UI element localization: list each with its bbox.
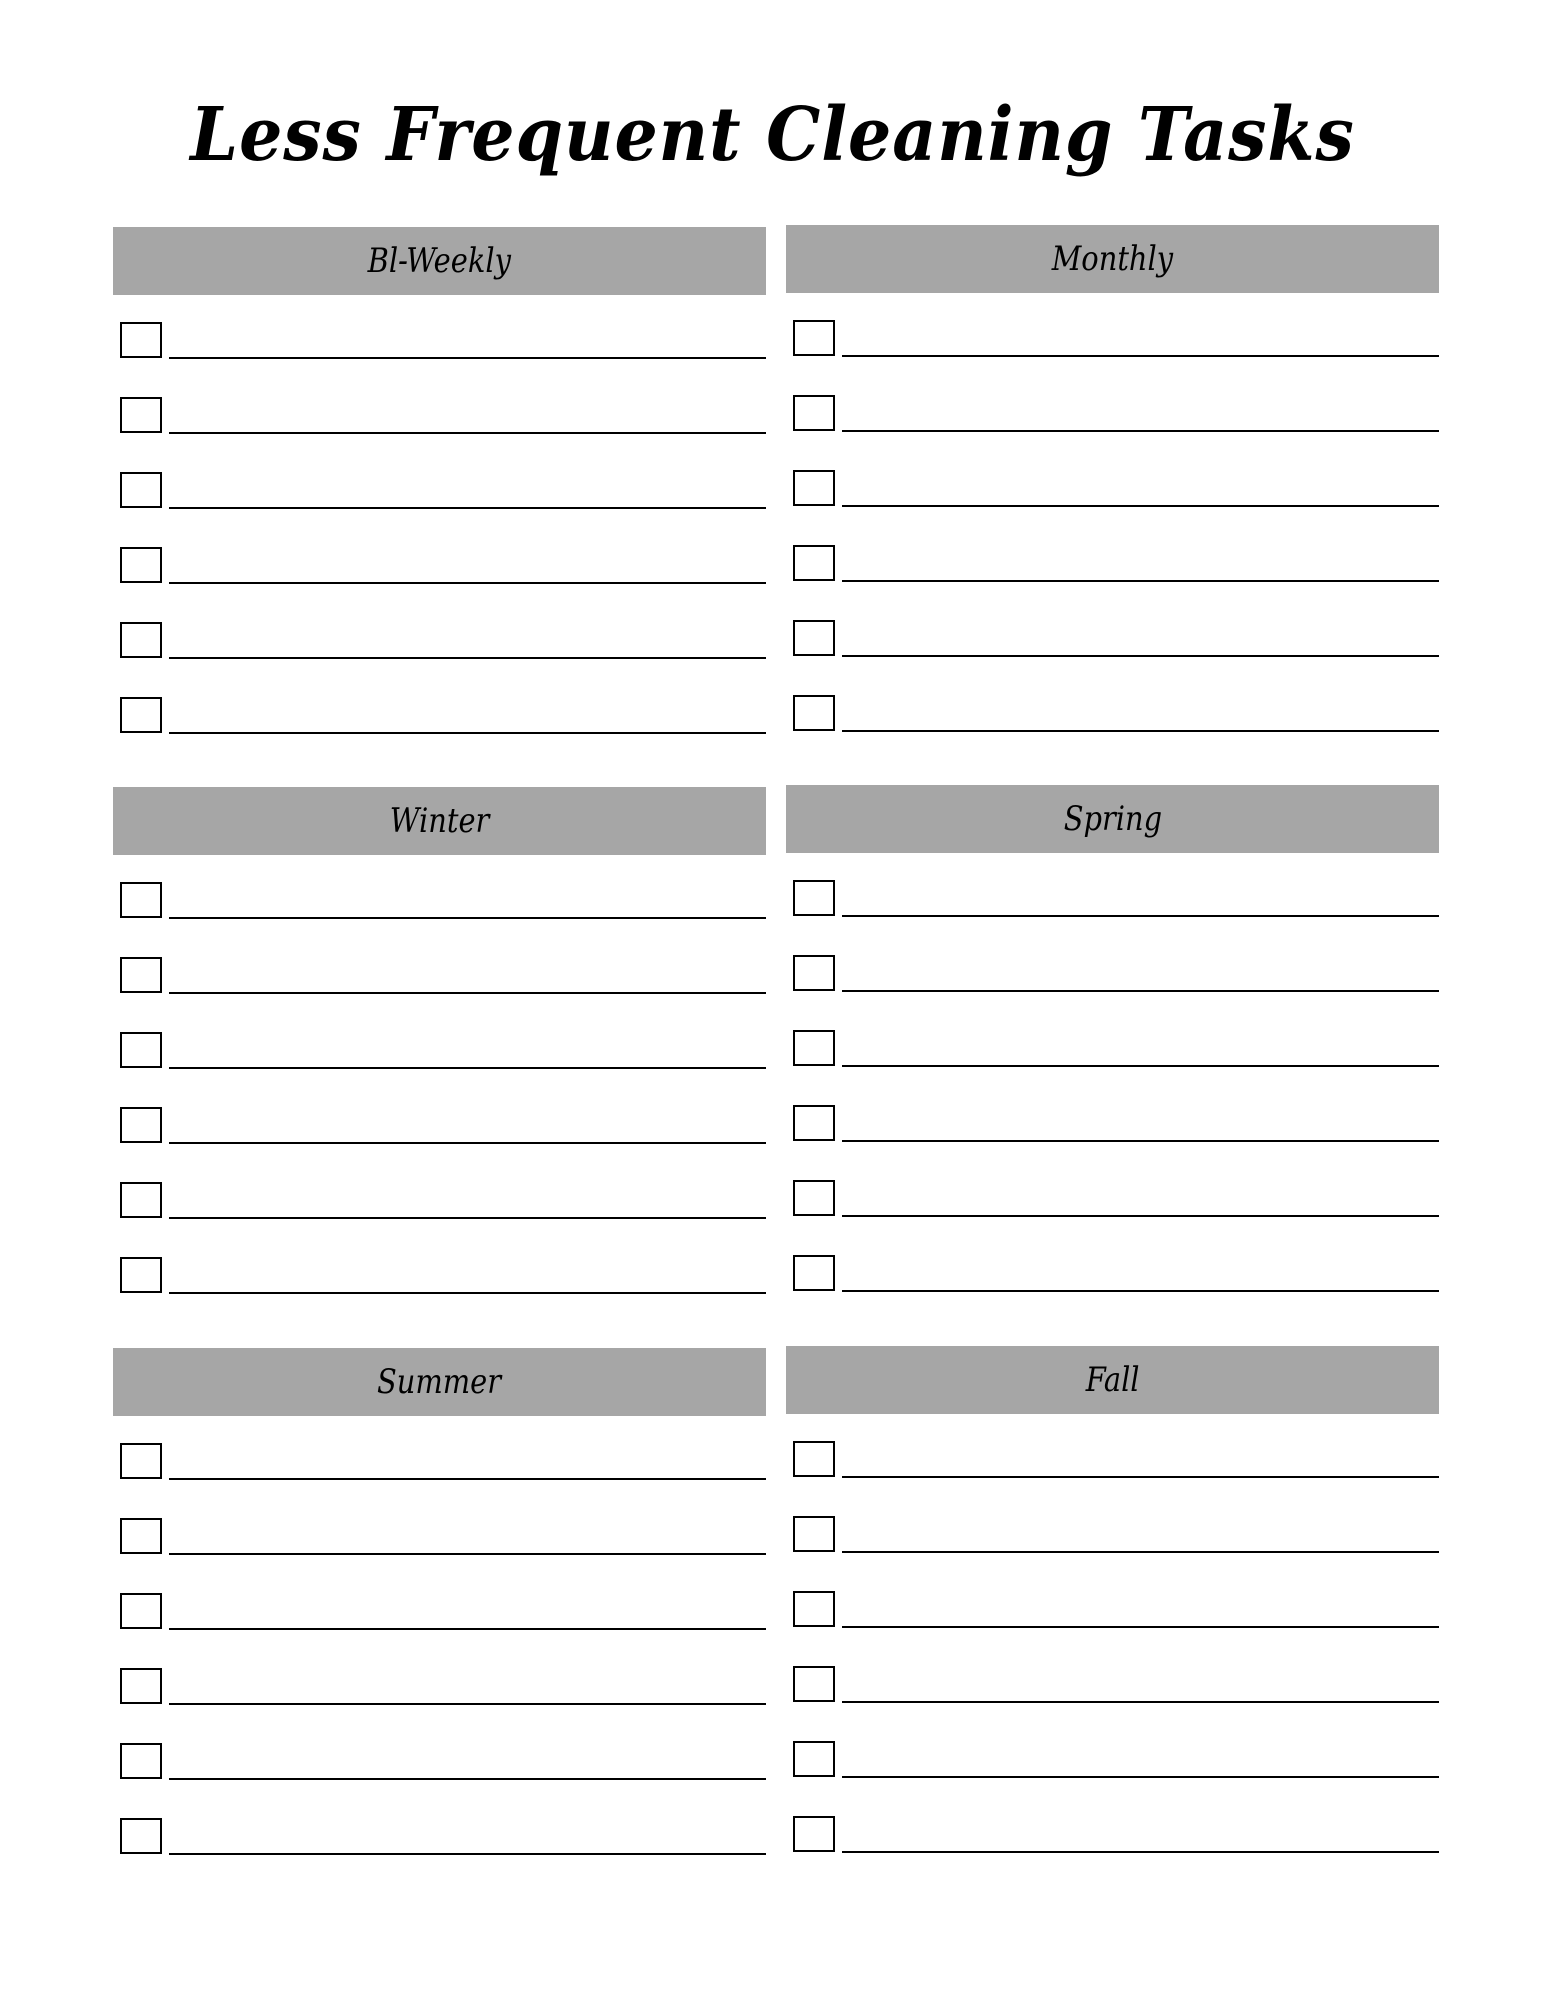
- section-bi-weekly: [113, 227, 766, 295]
- task-checkbox[interactable]: [120, 1818, 162, 1854]
- task-checkbox[interactable]: [793, 1741, 835, 1777]
- task-write-line[interactable]: [842, 990, 1439, 992]
- task-row: [786, 620, 1439, 660]
- task-row: [786, 1105, 1439, 1145]
- task-checkbox[interactable]: [793, 1816, 835, 1852]
- task-checkbox[interactable]: [120, 697, 162, 733]
- section-title: Spring: [1063, 799, 1162, 839]
- task-write-line[interactable]: [169, 1217, 766, 1219]
- task-write-line[interactable]: [842, 1065, 1439, 1067]
- task-write-line[interactable]: [842, 1476, 1439, 1478]
- task-write-line[interactable]: [169, 992, 766, 994]
- task-checkbox[interactable]: [793, 320, 835, 356]
- task-row: [113, 1257, 766, 1297]
- section-summer: [113, 1348, 766, 1416]
- section-header: [113, 787, 766, 855]
- section-monthly: [786, 225, 1439, 293]
- task-row: [113, 547, 766, 587]
- task-write-line[interactable]: [842, 655, 1439, 657]
- task-checkbox[interactable]: [793, 955, 835, 991]
- task-checkbox[interactable]: [120, 397, 162, 433]
- section-fall: [786, 1346, 1439, 1414]
- task-row: [786, 1255, 1439, 1295]
- task-checkbox[interactable]: [793, 1105, 835, 1141]
- task-checkbox[interactable]: [793, 1255, 835, 1291]
- task-row: [786, 955, 1439, 995]
- task-row: [113, 697, 766, 737]
- task-write-line[interactable]: [169, 432, 766, 434]
- task-write-line[interactable]: [842, 505, 1439, 507]
- task-checkbox[interactable]: [793, 545, 835, 581]
- task-checkbox[interactable]: [793, 1591, 835, 1627]
- task-row: [786, 880, 1439, 920]
- task-write-line[interactable]: [169, 1142, 766, 1144]
- task-checkbox[interactable]: [120, 957, 162, 993]
- task-checkbox[interactable]: [793, 470, 835, 506]
- task-row: [786, 695, 1439, 735]
- task-write-line[interactable]: [842, 1626, 1439, 1628]
- task-write-line[interactable]: [842, 580, 1439, 582]
- task-write-line[interactable]: [842, 915, 1439, 917]
- task-row: [113, 1443, 766, 1483]
- task-checkbox[interactable]: [120, 547, 162, 583]
- task-row: [786, 395, 1439, 435]
- task-row: [786, 1666, 1439, 1706]
- task-write-line[interactable]: [169, 1628, 766, 1630]
- task-row: [786, 470, 1439, 510]
- section-winter: [113, 787, 766, 855]
- task-write-line[interactable]: [169, 582, 766, 584]
- task-row: [113, 1743, 766, 1783]
- section-title: Fall: [1085, 1360, 1140, 1400]
- task-write-line[interactable]: [842, 1701, 1439, 1703]
- task-checkbox[interactable]: [120, 882, 162, 918]
- section-header: [113, 227, 766, 295]
- task-row: [113, 1182, 766, 1222]
- task-row: [113, 397, 766, 437]
- task-row: [113, 957, 766, 997]
- task-row: [786, 1180, 1439, 1220]
- task-checkbox[interactable]: [120, 472, 162, 508]
- task-write-line[interactable]: [842, 1551, 1439, 1553]
- task-write-line[interactable]: [842, 1140, 1439, 1142]
- task-row: [113, 1107, 766, 1147]
- task-row: [786, 1591, 1439, 1631]
- section-header: [786, 225, 1439, 293]
- section-title: Monthly: [1051, 239, 1174, 279]
- task-checkbox[interactable]: [793, 1666, 835, 1702]
- section-header: [113, 1348, 766, 1416]
- task-checkbox[interactable]: [120, 1032, 162, 1068]
- task-row: [113, 322, 766, 362]
- task-checkbox[interactable]: [120, 1593, 162, 1629]
- task-write-line[interactable]: [169, 1067, 766, 1069]
- task-row: [113, 1668, 766, 1708]
- task-checkbox[interactable]: [120, 622, 162, 658]
- task-row: [113, 1032, 766, 1072]
- task-write-line[interactable]: [169, 507, 766, 509]
- task-write-line[interactable]: [169, 917, 766, 919]
- task-row: [113, 472, 766, 512]
- task-row: [786, 1516, 1439, 1556]
- page-title: Less Frequent Cleaning Tasks: [190, 92, 1355, 178]
- section-title: Winter: [389, 801, 490, 841]
- task-checkbox[interactable]: [120, 1257, 162, 1293]
- task-write-line[interactable]: [169, 1478, 766, 1480]
- task-write-line[interactable]: [842, 1290, 1439, 1292]
- task-write-line[interactable]: [842, 355, 1439, 357]
- task-write-line[interactable]: [842, 1776, 1439, 1778]
- task-checkbox[interactable]: [120, 1518, 162, 1554]
- task-checkbox[interactable]: [793, 1516, 835, 1552]
- task-checkbox[interactable]: [793, 695, 835, 731]
- task-write-line[interactable]: [169, 1292, 766, 1294]
- task-checkbox[interactable]: [793, 1441, 835, 1477]
- section-spring: [786, 785, 1439, 853]
- task-row: [113, 1818, 766, 1858]
- task-checkbox[interactable]: [793, 620, 835, 656]
- task-row: [786, 320, 1439, 360]
- task-write-line[interactable]: [169, 1853, 766, 1855]
- task-checkbox[interactable]: [793, 395, 835, 431]
- task-checkbox[interactable]: [120, 322, 162, 358]
- task-write-line[interactable]: [169, 1703, 766, 1705]
- task-checkbox[interactable]: [120, 1668, 162, 1704]
- task-write-line[interactable]: [169, 357, 766, 359]
- task-write-line[interactable]: [842, 1215, 1439, 1217]
- task-row: [113, 622, 766, 662]
- task-checkbox[interactable]: [793, 880, 835, 916]
- section-header: [786, 785, 1439, 853]
- task-row: [786, 1741, 1439, 1781]
- task-write-line[interactable]: [169, 657, 766, 659]
- task-write-line[interactable]: [842, 430, 1439, 432]
- task-checkbox[interactable]: [120, 1743, 162, 1779]
- task-row: [786, 1030, 1439, 1070]
- task-write-line[interactable]: [169, 1778, 766, 1780]
- section-title: Summer: [377, 1362, 502, 1402]
- task-row: [786, 545, 1439, 585]
- section-header: [786, 1346, 1439, 1414]
- task-checkbox[interactable]: [793, 1030, 835, 1066]
- task-write-line[interactable]: [169, 1553, 766, 1555]
- task-row: [113, 1593, 766, 1633]
- section-title: Bl-Weekly: [367, 241, 512, 281]
- task-checkbox[interactable]: [120, 1182, 162, 1218]
- task-row: [113, 1518, 766, 1558]
- task-row: [786, 1441, 1439, 1481]
- task-row: [786, 1816, 1439, 1856]
- task-row: [113, 882, 766, 922]
- task-write-line[interactable]: [169, 732, 766, 734]
- task-checkbox[interactable]: [120, 1107, 162, 1143]
- task-write-line[interactable]: [842, 1851, 1439, 1853]
- task-write-line[interactable]: [842, 730, 1439, 732]
- task-checkbox[interactable]: [120, 1443, 162, 1479]
- task-checkbox[interactable]: [793, 1180, 835, 1216]
